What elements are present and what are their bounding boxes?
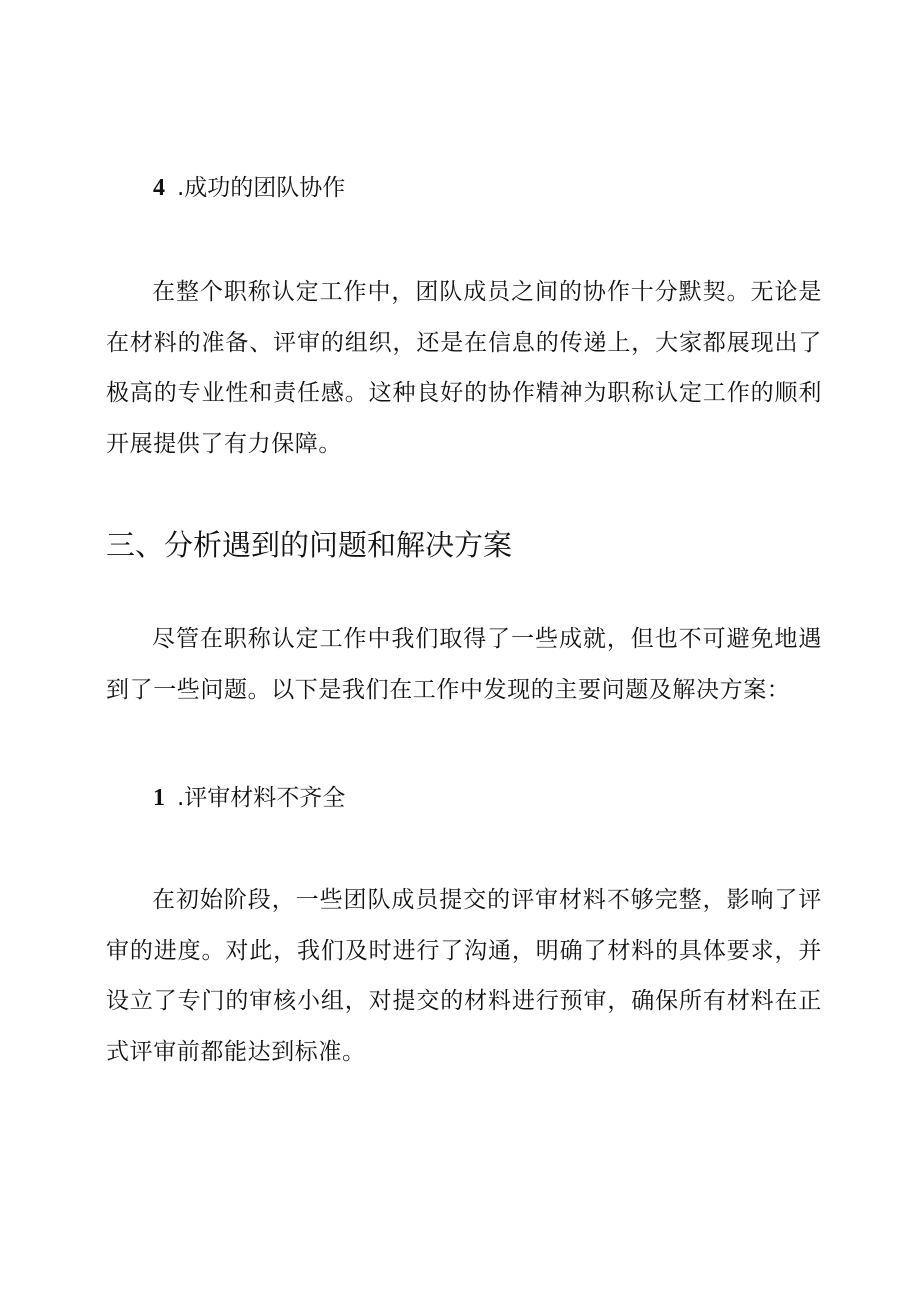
paragraph-incomplete-materials: 在初始阶段，一些团队成员提交的评审材料不够完整，影响了评审的进度。对此，我们及时进行了沟通，明确了材料的具体要求，并设立了专门的审核小组，对提交的材料进行预审，确保所有材料在正式评审前都能达到标准。 (106, 887, 822, 1065)
subheading-number: 1 (153, 785, 165, 811)
section-heading-problems-solutions: 三、分析遇到的问题和解决方案 (106, 528, 513, 562)
paragraph-problems-intro: 尽管在职称认定工作中我们取得了一些成就，但也不可避免地遇到了一些问题。以下是我们在工作中发现的主要问题及解决方案： (106, 626, 822, 703)
subheading-incomplete-materials (153, 783, 345, 813)
subheading-title: .评审材料不齐全 (177, 785, 346, 811)
subheading-title: .成功的团队协作 (177, 175, 346, 201)
paragraph-teamwork: 在整个职称认定工作中，团队成员之间的协作十分默契。无论是在材料的准备、评审的组织，还是在信息的传递上，大家都展现出了极高的专业性和责任感。这种良好的协作精神为职称认定工作的顺利开展提供了有力保障。 (106, 279, 822, 457)
subheading-successful-teamwork (153, 173, 345, 203)
subheading-number: 4 (153, 175, 165, 201)
